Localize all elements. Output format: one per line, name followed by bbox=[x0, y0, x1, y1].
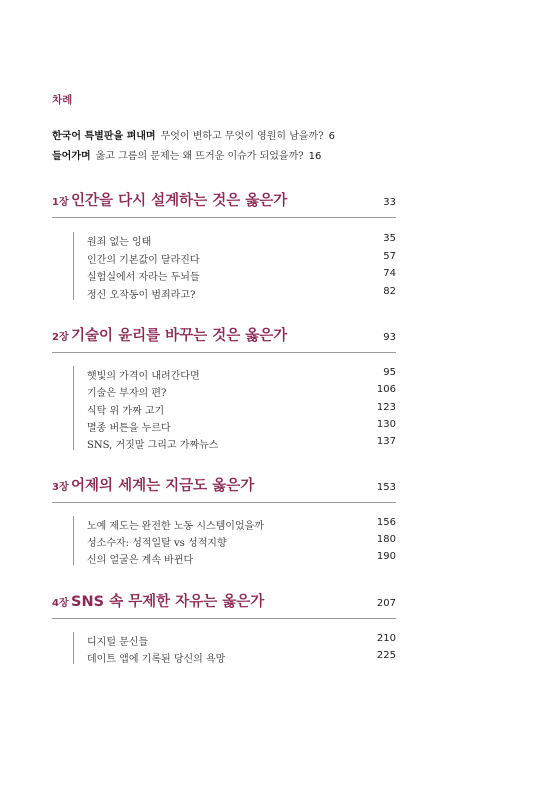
chapter-number: 3장 bbox=[52, 482, 69, 493]
front-matter-entry[interactable] bbox=[52, 147, 321, 162]
section-bar bbox=[73, 632, 74, 664]
section-bar bbox=[73, 366, 74, 450]
toc-item-page: 57 bbox=[383, 251, 396, 262]
toc-item[interactable] bbox=[87, 534, 396, 548]
chapter-number: 1장 bbox=[52, 197, 69, 208]
toc-item[interactable] bbox=[87, 268, 396, 282]
section-bar bbox=[73, 232, 74, 300]
chapter-heading[interactable] bbox=[52, 325, 396, 345]
toc-item-page: 106 bbox=[376, 384, 396, 395]
chapter-title: 기술이 윤리를 바꾸는 것은 옳은가 bbox=[71, 328, 288, 344]
toc-item-page: 225 bbox=[376, 650, 396, 661]
chapter-divider bbox=[52, 352, 396, 353]
toc-item[interactable] bbox=[87, 402, 396, 416]
chapter-title: 인간을 다시 설계하는 것은 옳은가 bbox=[71, 193, 288, 209]
section-bar bbox=[73, 516, 74, 565]
front-matter-page: 16 bbox=[308, 151, 322, 162]
toc-item[interactable] bbox=[87, 251, 396, 265]
toc-item-title: 성소수자: 성적일탈 vs 성적지향 bbox=[87, 538, 227, 549]
front-matter-entry[interactable] bbox=[52, 127, 335, 142]
front-matter-title: 들어가며 bbox=[52, 151, 91, 162]
chapter-page: 33 bbox=[383, 197, 396, 208]
toc-item-page: 95 bbox=[383, 367, 396, 378]
chapter-divider bbox=[52, 502, 396, 503]
chapter-page: 153 bbox=[376, 482, 396, 493]
chapter-heading[interactable] bbox=[52, 591, 396, 611]
toc-item-title: 신의 얼굴은 계속 바뀐다 bbox=[87, 555, 194, 566]
toc-item[interactable] bbox=[87, 233, 396, 247]
toc-item[interactable] bbox=[87, 286, 396, 300]
front-matter-subtitle: 옳고 그름의 문제는 왜 뜨거운 이슈가 되었을까? bbox=[95, 151, 304, 162]
toc-item-page: 74 bbox=[383, 268, 396, 279]
toc-item-page: 190 bbox=[376, 551, 396, 562]
chapter-heading[interactable] bbox=[52, 475, 396, 495]
toc-item[interactable] bbox=[87, 633, 396, 647]
toc-item[interactable] bbox=[87, 384, 396, 398]
chapter-number: 4장 bbox=[52, 598, 69, 609]
chapter-divider bbox=[52, 217, 396, 218]
chapter-page: 93 bbox=[383, 332, 396, 343]
toc-item-title: 정신 오작동이 범죄라고? bbox=[87, 290, 196, 301]
chapter-heading[interactable] bbox=[52, 190, 396, 210]
toc-item-title: 실험실에서 자라는 두뇌들 bbox=[87, 272, 200, 283]
front-matter-subtitle: 무엇이 변하고 무엇이 영원히 남을까? bbox=[160, 131, 324, 142]
chapter-title: SNS 속 무제한 자유는 옳은가 bbox=[71, 594, 265, 610]
toc-item[interactable] bbox=[87, 419, 396, 433]
toc-item[interactable] bbox=[87, 367, 396, 381]
chapter-title: 어제의 세계는 지금도 옳은가 bbox=[71, 478, 255, 494]
toc-item-title: 인간의 기본값이 달라진다 bbox=[87, 255, 200, 266]
toc-item-page: 123 bbox=[376, 402, 396, 413]
toc-item-title: 멸종 버튼을 누르다 bbox=[87, 423, 171, 434]
toc-item-title: 식탁 위 가짜 고기 bbox=[87, 406, 165, 417]
toc-item-title: 기술은 부자의 편? bbox=[87, 388, 167, 399]
toc-item[interactable] bbox=[87, 517, 396, 531]
toc-item[interactable] bbox=[87, 551, 396, 565]
chapter-page: 207 bbox=[376, 598, 396, 609]
toc-item-page: 137 bbox=[376, 436, 396, 447]
toc-item[interactable] bbox=[87, 436, 396, 450]
toc-item-title: 디지털 문신들 bbox=[87, 637, 149, 648]
toc-item-page: 82 bbox=[383, 286, 396, 297]
toc-item-title: 데이트 앱에 기록된 당신의 욕망 bbox=[87, 654, 226, 665]
toc-item-title: 원죄 없는 잉태 bbox=[87, 237, 152, 248]
toc-item-title: 햇빛의 가격이 내려간다면 bbox=[87, 371, 200, 382]
chapter-divider bbox=[52, 618, 396, 619]
toc-item-page: 35 bbox=[383, 233, 396, 244]
toc-item-title: SNS, 거짓말 그리고 가짜뉴스 bbox=[87, 440, 219, 451]
front-matter-title: 한국어 특별판을 펴내며 bbox=[52, 131, 156, 142]
toc-item-title: 노예 제도는 완전한 노동 시스템이었을까 bbox=[87, 521, 264, 532]
front-matter-page: 6 bbox=[328, 131, 335, 142]
toc-heading: 차례 bbox=[52, 94, 73, 106]
toc-item-page: 180 bbox=[376, 534, 396, 545]
chapter-number: 2장 bbox=[52, 332, 69, 343]
toc-item-page: 210 bbox=[376, 633, 396, 644]
toc-item-page: 156 bbox=[376, 517, 396, 528]
toc-item[interactable] bbox=[87, 650, 396, 664]
toc-item-page: 130 bbox=[376, 419, 396, 430]
